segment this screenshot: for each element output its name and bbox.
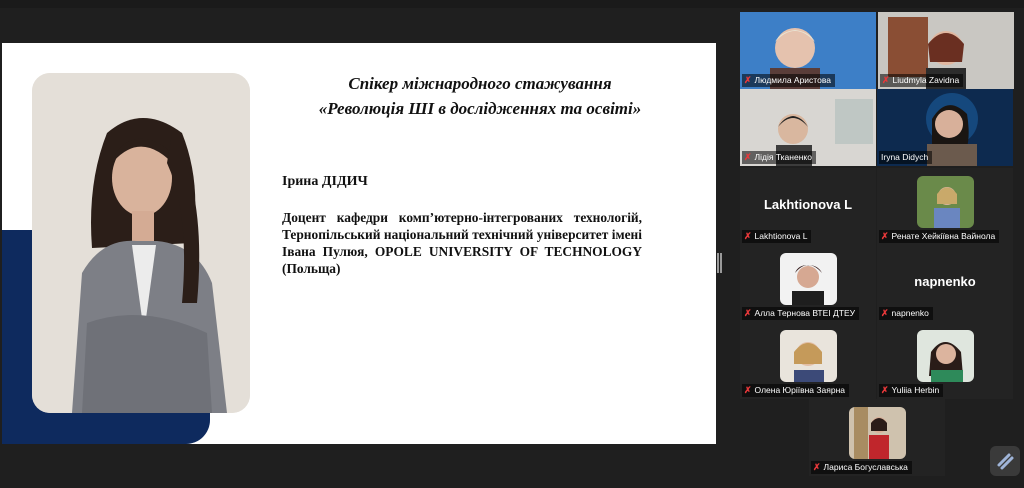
participant-label: ✗ Лариса Богуславська — [811, 461, 912, 474]
participant-label: ✗ Олена Юріївна Заярна — [742, 384, 849, 397]
mic-muted-icon: ✗ — [744, 152, 752, 162]
slide-title-line1: Спікер міжнародного стажування — [348, 74, 612, 93]
participant-label: Iryna Didych — [879, 151, 932, 164]
slide-title — [270, 71, 690, 121]
shared-slide — [2, 43, 716, 444]
mic-muted-icon: ✗ — [881, 231, 889, 241]
mic-muted-icon: ✗ — [881, 308, 889, 318]
speaker-name: Ірина ДІДИЧ — [282, 174, 368, 189]
mic-muted-icon: ✗ — [881, 385, 889, 395]
participant-tile[interactable] — [740, 12, 876, 89]
mic-muted-icon: ✗ — [813, 462, 821, 472]
participant-tile[interactable] — [740, 168, 876, 245]
participant-tile-active-speaker[interactable] — [877, 89, 1013, 166]
participant-label: ✗ Алла Тернова ВТЕІ ДТЕУ — [742, 307, 859, 320]
slide-title-line2: «Революція ШІ в дослідженнях та освіті» — [318, 99, 642, 118]
avatar — [780, 253, 837, 305]
avatar — [780, 330, 837, 382]
participant-label: ✗ Лідія Тканенко — [742, 151, 816, 164]
avatar — [917, 176, 974, 228]
resize-handle[interactable] — [717, 253, 722, 273]
speaker-photo — [32, 73, 250, 413]
mic-muted-icon: ✗ — [882, 75, 890, 85]
participant-tile[interactable] — [740, 245, 876, 322]
participant-tile[interactable] — [740, 89, 876, 166]
participant-label: ✗ Ренате Хейкіївна Вайнола — [879, 230, 999, 243]
participant-label: ✗ Lakhtionova L — [742, 230, 811, 243]
mic-muted-icon: ✗ — [744, 75, 752, 85]
pages-icon — [990, 446, 1020, 476]
participant-tile[interactable] — [877, 245, 1013, 322]
participant-tile[interactable] — [877, 322, 1013, 399]
participant-tile[interactable] — [877, 168, 1013, 245]
participant-tile[interactable] — [878, 12, 1014, 89]
participant-label: ✗ napnenko — [879, 307, 933, 320]
avatar — [849, 407, 906, 459]
mic-muted-icon: ✗ — [744, 385, 752, 395]
top-bar — [0, 0, 1024, 8]
avatar — [917, 330, 974, 382]
participant-display-name: Lakhtionova L — [763, 197, 853, 212]
participant-display-name: napnenko — [914, 274, 976, 289]
speaker-description: Доцент кафедри комп’ютерно-інтегрованих технологій, Тернопільський національний технічний університет імені Івана Пулюя, OPOLE UNIVERSITY OF TECHNOLOGY (Польща) — [282, 210, 642, 276]
participant-tile[interactable] — [809, 399, 945, 476]
participant-tile[interactable] — [740, 322, 876, 399]
gallery-options-button[interactable] — [990, 446, 1020, 476]
mic-muted-icon: ✗ — [744, 231, 752, 241]
participant-label: ✗ Liudmyla Zavidna — [880, 74, 963, 87]
participant-label: ✗ Людмила Аристова — [742, 74, 835, 87]
participant-label: ✗ Yuliia Herbin — [879, 384, 943, 397]
mic-muted-icon: ✗ — [744, 308, 752, 318]
